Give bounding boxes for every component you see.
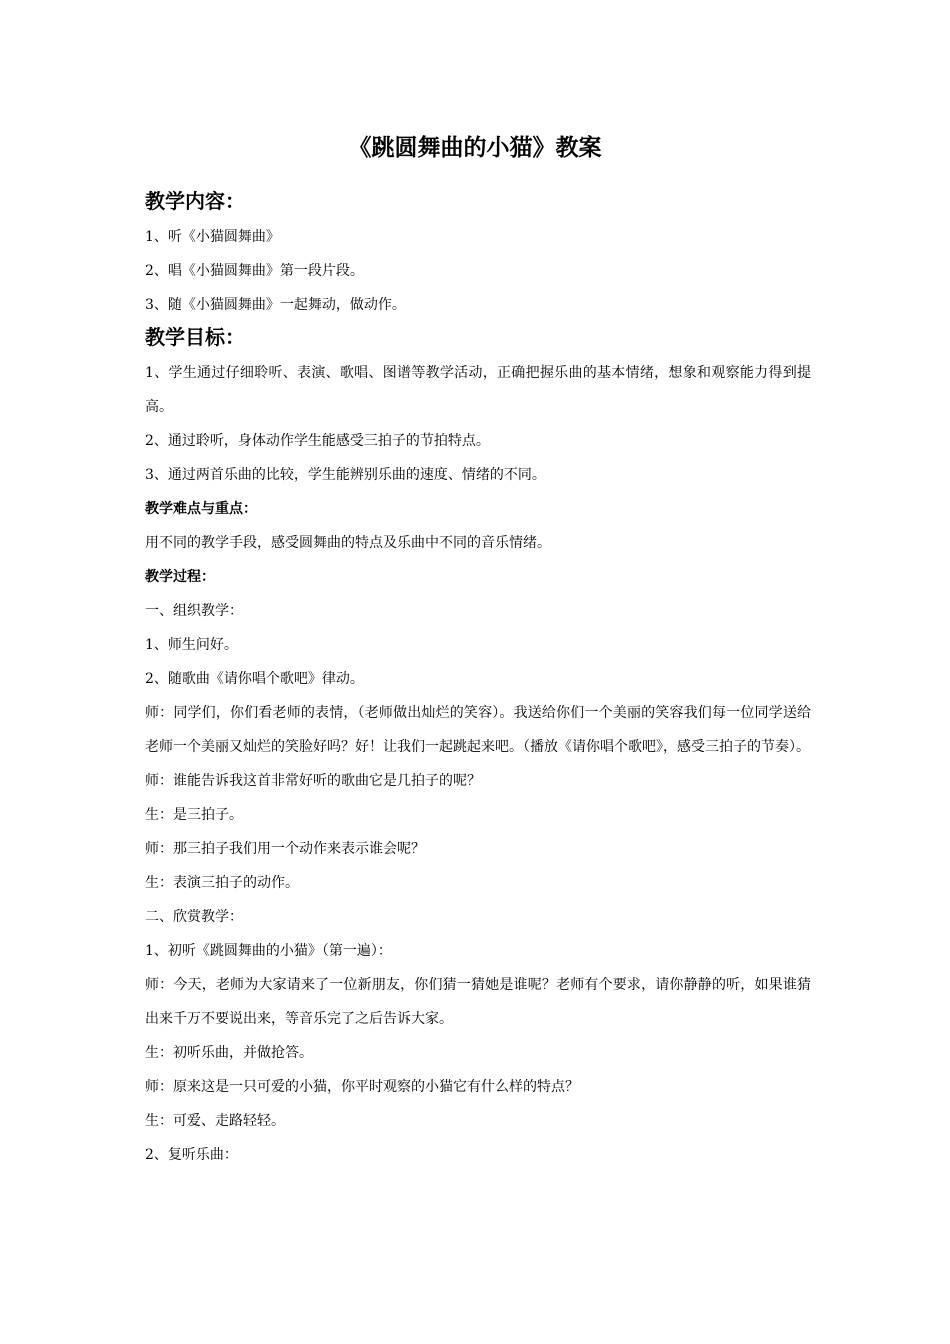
- process-line: 师：原来这是一只可爱的小猫，你平时观察的小猫它有什么样的特点？: [145, 1079, 579, 1095]
- process-line: 一、组织教学：: [145, 603, 243, 619]
- process-line: 师：同学们，你们看老师的表情，（老师做出灿烂的笑容）。我送给你们一个美丽的笑容我们每一位同学送给老师一个美丽又灿烂的笑脸好吗？好！让我们一起跳起来吧。（播放《请你唱个歌吧》，感受三拍子的节奏）。: [145, 705, 811, 755]
- document-title: 《跳圆舞曲的小猫》教案: [348, 135, 602, 161]
- process-line: 师：谁能告诉我这首非常好听的歌曲它是几拍子的呢？: [145, 773, 481, 789]
- process-line: 二、欣赏教学：: [145, 909, 243, 925]
- process-line: 1、师生问好。: [145, 637, 238, 653]
- heading-teaching-content: 教学内容：: [145, 189, 245, 213]
- goal-item: 3、通过两首乐曲的比较，学生能辨别乐曲的速度、情绪的不同。: [145, 467, 546, 483]
- heading-teaching-goals: 教学目标：: [145, 325, 245, 349]
- process-line: 师：那三拍子我们用一个动作来表示谁会呢？: [145, 841, 425, 857]
- heading-difficulties: 教学难点与重点：: [145, 501, 257, 517]
- goal-item: 2、通过聆听，身体动作学生能感受三拍子的节拍特点。: [145, 433, 490, 449]
- heading-process: 教学过程：: [145, 569, 215, 585]
- content-item: 2、唱《小猫圆舞曲》第一段片段。: [145, 263, 364, 279]
- process-line: 1、初听《跳圆舞曲的小猫》（第一遍）：: [145, 943, 392, 959]
- process-line: 生：表演三拍子的动作。: [145, 875, 299, 891]
- process-line: 生：可爱、走路轻轻。: [145, 1113, 285, 1129]
- goal-item: 1、学生通过仔细聆听、表演、歌唱、图谱等教学活动，正确把握乐曲的基本情绪，想象和观察能力得到提高。: [145, 365, 811, 415]
- process-line: 生：是三拍子。: [145, 807, 243, 823]
- process-line: 2、复听乐曲：: [145, 1147, 238, 1163]
- document-body: [145, 186, 811, 1172]
- process-line: 师：今天，老师为大家请来了一位新朋友，你们猜一猜她是谁呢？老师有个要求，请你静静的听，如果谁猜出来千万不要说出来，等音乐完了之后告诉大家。: [145, 977, 811, 1027]
- content-item: 3、随《小猫圆舞曲》一起舞动，做动作。: [145, 297, 406, 313]
- difficulties-text: 用不同的教学手段，感受圆舞曲的特点及乐曲中不同的音乐情绪。: [145, 535, 551, 551]
- process-line: 生：初听乐曲，并做抢答。: [145, 1045, 313, 1061]
- content-item: 1、听《小猫圆舞曲》: [145, 229, 280, 245]
- process-line: 2、随歌曲《请你唱个歌吧》律动。: [145, 671, 364, 687]
